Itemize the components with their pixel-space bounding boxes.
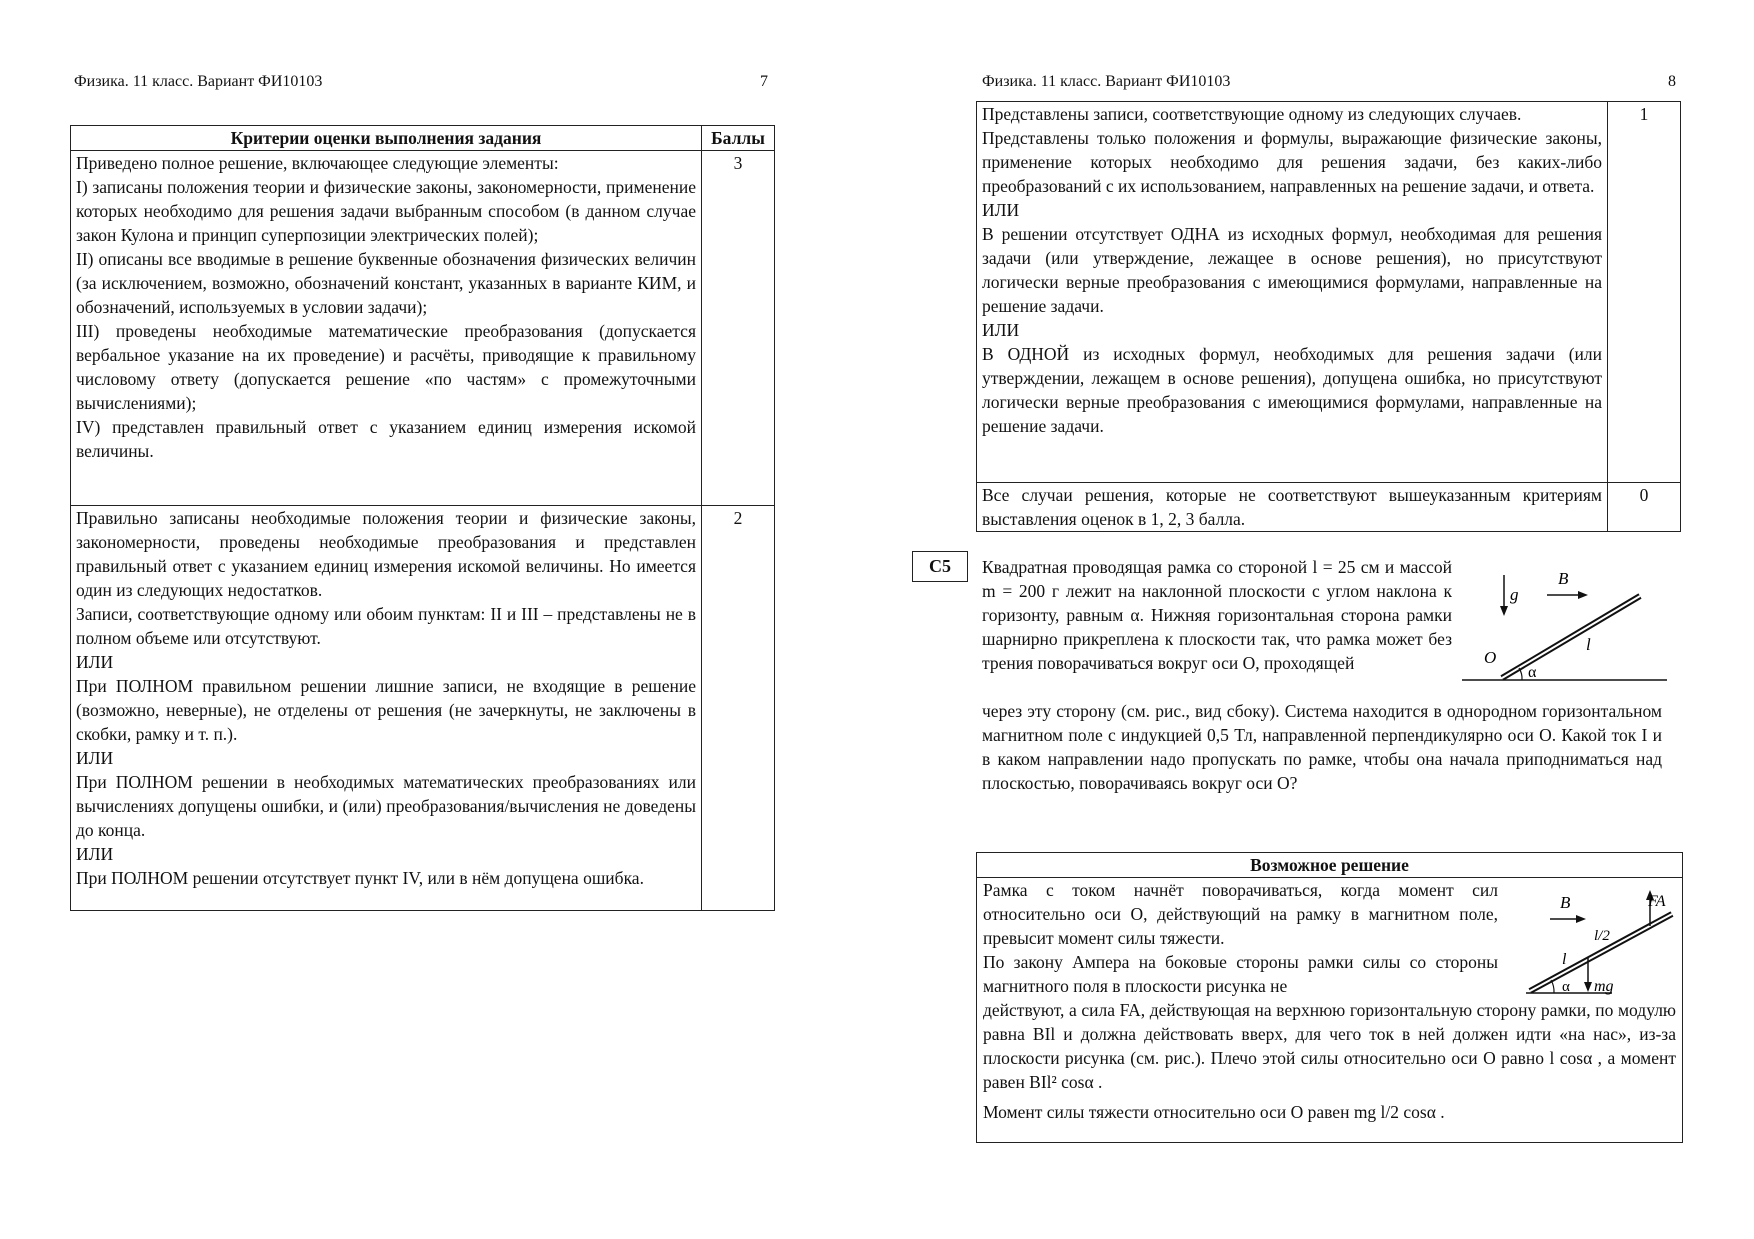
table-header-row bbox=[71, 126, 775, 151]
solution-paragraph: Момент силы тяжести относительно оси O равен mg l/2 cosα . bbox=[983, 1102, 1445, 1122]
left-page-number: 7 bbox=[760, 73, 768, 90]
solution-paragraph: По закону Ампера на боковые стороны рамки силы со стороны магнитного поля в плоскости рисунка не bbox=[983, 952, 1498, 996]
table-row bbox=[71, 506, 775, 911]
criteria-line: ИЛИ bbox=[982, 200, 1020, 220]
points-cell: 2 bbox=[702, 506, 775, 911]
right-page-header: Физика. 11 класс. Вариант ФИ10103 bbox=[982, 73, 1231, 90]
points-column-header: Баллы bbox=[702, 126, 775, 151]
criteria-line: II) описаны все вводимые в решение буквенные обозначения физических величин (за исключением, возможно, обозначений констант, указанных в варианте КИМ, и обозначений, используемых в условии задачи); bbox=[76, 249, 696, 317]
field-label: B bbox=[1560, 893, 1571, 912]
criteria-line: Все случаи решения, которые не соответствуют вышеуказанным критериям выставления оценок в 1, 2, 3 балла. bbox=[982, 485, 1602, 529]
criteria-line: IV) представлен правильный ответ с указанием единиц измерения искомой величины. bbox=[76, 417, 696, 461]
criteria-line: Записи, соответствующие одному или обоим пунктам: II и III – представлены не в полном объеме или отсутствуют. bbox=[76, 604, 696, 648]
criteria-cell bbox=[977, 102, 1608, 483]
criteria-line: I) записаны положения теории и физические законы, закономерности, применение которых необходимо для решения задачи выбранным способом (в данном случае закон Кулона и принцип суперпозиции электрических полей); bbox=[76, 177, 696, 245]
task-text-top: Квадратная проводящая рамка со стороной l = 25 см и массой m = 200 г лежит на наклонной плоскости с углом наклона к горизонту, равным α. Нижняя горизонтальная сторона рамки шарнирно прикреплена к плоскости так, что рамка может без трения поворачиваться вокруг оси O, проходящей bbox=[982, 557, 1452, 673]
field-label: B bbox=[1558, 569, 1569, 588]
table-row bbox=[977, 483, 1681, 532]
gravity-label: g bbox=[1510, 585, 1519, 604]
criteria-line: Правильно записаны необходимые положения теории и физические законы, закономерности, проведены необходимые преобразования и представлен правильный ответ с указанием единиц измерения искомой величины. Но имеется один из следующих недостатков. bbox=[76, 508, 696, 600]
criteria-line: Представлены только положения и формулы, выражающие физические законы, применение которых необходимо для решения задачи, без каких-либо преобразований с их использованием, направленных на решение задачи, и ответа. bbox=[982, 128, 1602, 196]
task-label: C5 bbox=[912, 551, 968, 582]
criteria-line: ИЛИ bbox=[76, 844, 114, 864]
criteria-line: В ОДНОЙ из исходных формул, необходимых для решения задачи (или утверждении, лежащем в основе решения), допущена ошибка, но присутствуют логически верные преобразования с имеющимися формулами, направленные на решение задачи. bbox=[982, 344, 1602, 436]
task-text-bottom: через эту сторону (см. рис., вид сбоку). Система находится в однородном горизонтальном магнитном поле с индукцией 0,5 Тл, направленной перпендикулярно оси O. Какой ток I и в каком направлении надо пропускать по рамке, чтобы она начала приподниматься над плоскостью, поворачиваясь вокруг оси O? bbox=[982, 701, 1662, 793]
criteria-line: III) проведены необходимые математические преобразования (допускается вербальное указание на их проведение) и расчёты, приводящие к правильному числовому ответу (допускается решение «по частям» с промежуточными вычислениями); bbox=[76, 321, 696, 413]
axis-label: O bbox=[1484, 648, 1497, 667]
criteria-line: При ПОЛНОМ правильном решении лишние записи, не входящие в решение (возможно, неверные), не отделены от решения (не зачеркнуты, не заключены в скобки, рамку и т. п.). bbox=[76, 676, 696, 744]
criteria-line: В решении отсутствует ОДНА из исходных формул, необходимая для решения задачи (или утверждение, лежащее в основе решения), но присутствуют логически верные преобразования с имеющимися формулами, направленные на решение задачи. bbox=[982, 224, 1602, 316]
table-row bbox=[977, 102, 1681, 483]
gravity-force-label: mg bbox=[1594, 978, 1614, 995]
solution-paragraph: Рамка с током начнёт поворачиваться, когда момент сил относительно оси O, действующий на рамку в магнитном поле, превысит момент силы тяжести. bbox=[983, 880, 1498, 948]
criteria-line: Приведено полное решение, включающее следующие элементы: bbox=[76, 153, 559, 173]
criteria-column-header: Критерии оценки выполнения задания bbox=[71, 126, 702, 151]
criteria-cell bbox=[71, 506, 702, 911]
criteria-line: При ПОЛНОМ решении в необходимых математических преобразованиях или вычислениях допущены ошибки, и (или) преобразования/вычисления не доведены до конца. bbox=[76, 772, 696, 840]
solution-title: Возможное решение bbox=[977, 853, 1682, 878]
angle-label: α bbox=[1562, 979, 1570, 995]
right-criteria-table bbox=[976, 101, 1681, 532]
side-label: l bbox=[1562, 951, 1567, 968]
criteria-cell bbox=[71, 151, 702, 506]
criteria-line: Представлены записи, соответствующие одному из следующих случаев. bbox=[982, 104, 1522, 124]
task-figure bbox=[1462, 560, 1687, 705]
left-page-header: Физика. 11 класс. Вариант ФИ10103 bbox=[74, 73, 323, 90]
criteria-line: ИЛИ bbox=[76, 748, 114, 768]
criteria-line: ИЛИ bbox=[76, 652, 114, 672]
solution-figure bbox=[1522, 878, 1682, 996]
table-row bbox=[71, 151, 775, 506]
points-cell: 3 bbox=[702, 151, 775, 506]
side-label: l bbox=[1586, 635, 1591, 654]
angle-label: α bbox=[1528, 664, 1537, 681]
points-cell: 0 bbox=[1608, 483, 1681, 532]
left-criteria-table bbox=[70, 125, 775, 911]
ampere-force-label: FA bbox=[1648, 893, 1666, 910]
right-page-number: 8 bbox=[1668, 73, 1676, 90]
solution-paragraph: действуют, а сила FA, действующая на верхнюю горизонтальную сторону рамки, по модулю равна BIl и должна действовать вверх, для чего ток в ней должен идти «на нас», из-за плоскости рисунка (см. рис.). Плечо этой силы относительно оси O равно l cosα , а момент равен BIl² cosα . bbox=[983, 1000, 1676, 1092]
points-cell: 1 bbox=[1608, 102, 1681, 483]
criteria-cell bbox=[977, 483, 1608, 532]
criteria-line: ИЛИ bbox=[982, 320, 1020, 340]
half-length-label: l/2 bbox=[1594, 928, 1610, 944]
criteria-line: При ПОЛНОМ решении отсутствует пункт IV, или в нём допущена ошибка. bbox=[76, 868, 644, 888]
